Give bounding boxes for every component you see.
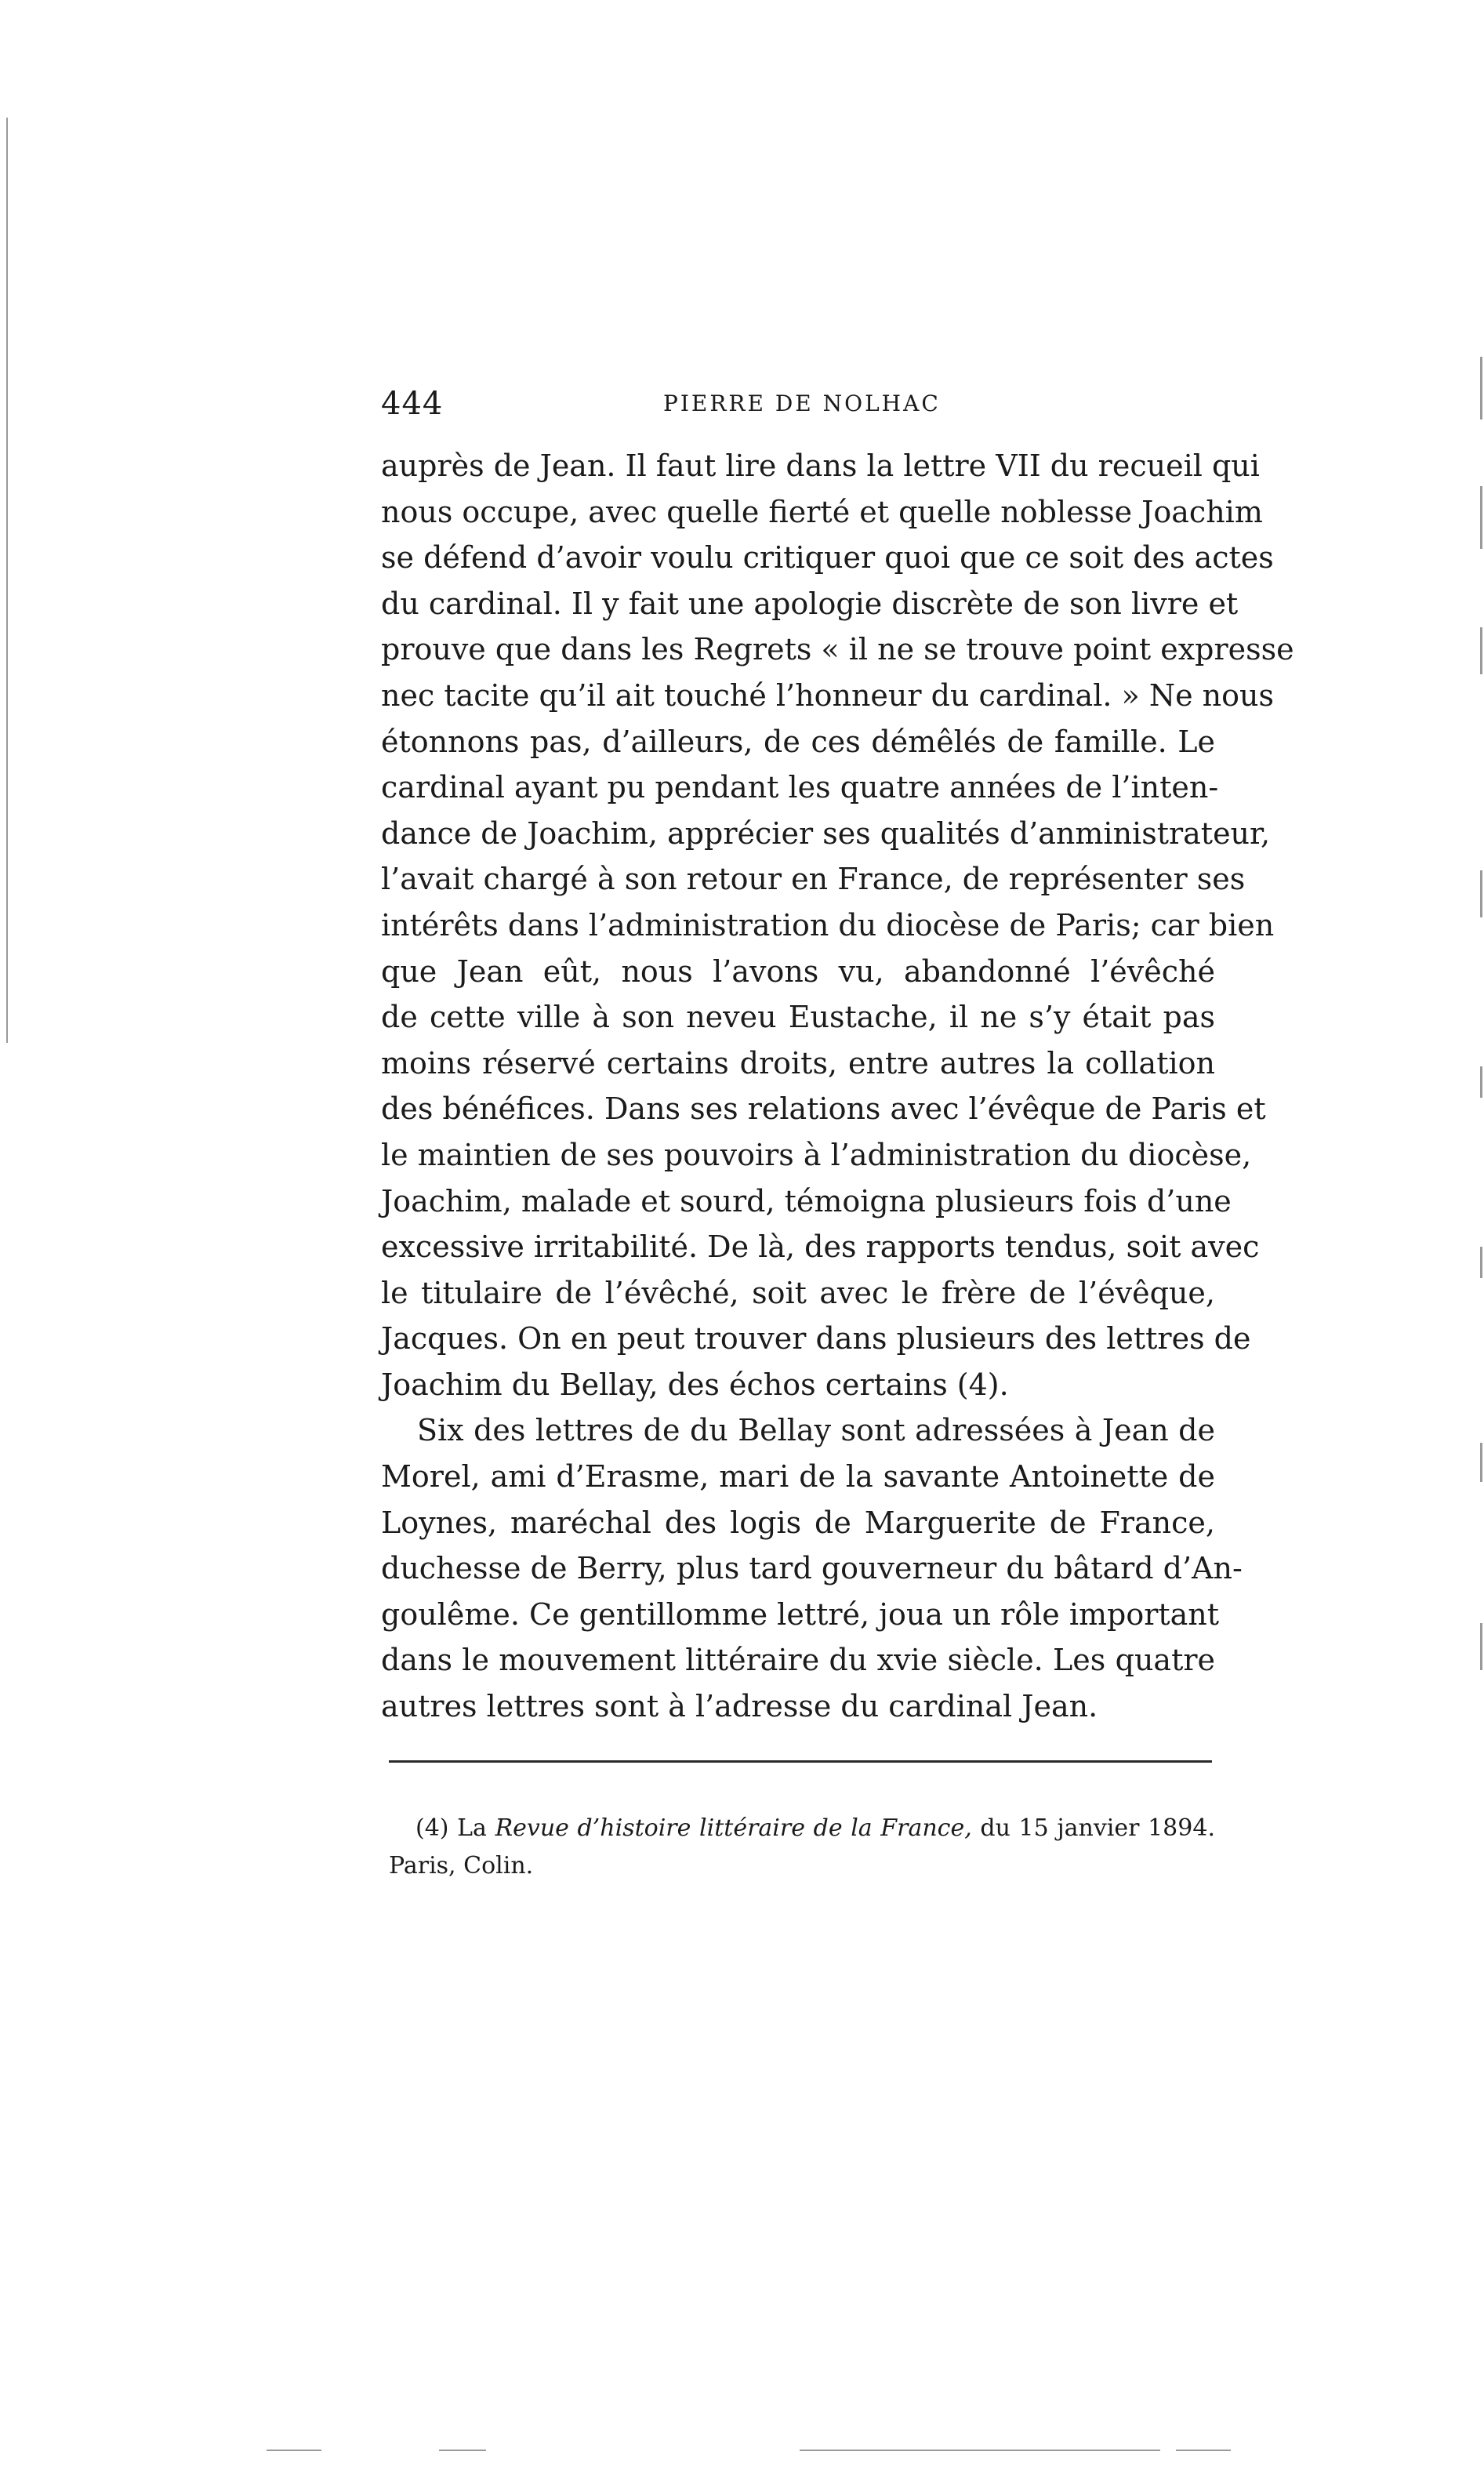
scan-mark xyxy=(1480,627,1482,674)
scan-mark xyxy=(1480,357,1482,419)
text-line: le titulaire de l’évêché, soit avec le frère de l’évêque, xyxy=(381,1275,1215,1310)
text-line: nec tacite qu’il ait touché l’honneur du cardinal. » Ne nous xyxy=(381,677,1274,713)
text-line: étonnons pas, d’ailleurs, de ces démêlés de famille. Le xyxy=(381,724,1215,759)
scan-mark xyxy=(1480,1066,1482,1098)
text-line: cardinal ayant pu pendant les quatre années de l’inten- xyxy=(381,770,1219,805)
scan-mark xyxy=(6,118,8,1043)
scan-mark xyxy=(800,2450,1160,2451)
text-line: de cette ville à son neveu Eustache, il ne s’y était pas xyxy=(381,1000,1215,1035)
text-line: Joachim du Bellay, des échos certains (4). xyxy=(381,1367,1009,1402)
text-line: Joachim, malade et sourd, témoigna plusieurs fois d’une xyxy=(381,1183,1232,1218)
scan-mark xyxy=(1480,1247,1482,1278)
footnote-line xyxy=(415,1810,1215,1847)
text-line: Morel, ami d’Erasme, mari de la savante Antoinette de xyxy=(381,1459,1215,1494)
scan-mark xyxy=(439,2450,486,2451)
text-line: prouve que dans les Regrets « il ne se trouve point expresse xyxy=(381,632,1294,667)
scan-mark xyxy=(267,2450,321,2451)
scan-mark xyxy=(1480,1623,1482,1670)
text-line: le maintien de ses pouvoirs à l’administration du diocèse, xyxy=(381,1137,1252,1172)
text-line: autres lettres sont à l’adresse du cardinal Jean. xyxy=(381,1689,1098,1724)
text-line: Jacques. On en peut trouver dans plusieurs des lettres de xyxy=(381,1321,1251,1356)
scan-mark xyxy=(1480,870,1482,917)
footnote-rule xyxy=(389,1760,1212,1763)
text-line: Loynes, maréchal des logis de Marguerite de France, xyxy=(381,1505,1215,1540)
footnote-line: Paris, Colin. xyxy=(389,1852,534,1879)
text-line: duchesse de Berry, plus tard gouverneur du bâtard d’An- xyxy=(381,1551,1243,1586)
text-line: du cardinal. Il y fait une apologie discrète de son livre et xyxy=(381,586,1239,621)
footnote-prefix: La xyxy=(457,1814,487,1842)
text-line: des bénéfices. Dans ses relations avec l’évêque de Paris et xyxy=(381,1091,1266,1127)
running-head xyxy=(381,386,1215,430)
text-line: nous occupe, avec quelle fierté et quelle noblesse Joachim xyxy=(381,494,1263,529)
scan-mark xyxy=(1480,1443,1482,1482)
text-line: excessive irritabilité. De là, des rapports tendus, soit avec xyxy=(381,1229,1260,1265)
footnote-date: du 15 janvier 1894. xyxy=(980,1814,1215,1842)
text-line: se défend d’avoir voulu critiquer quoi que ce soit des actes xyxy=(381,540,1274,576)
body-text xyxy=(381,443,1294,1730)
footnote-marker: (4) xyxy=(415,1814,449,1842)
text-line: que Jean eût, nous l’avons vu, abandonné l’évêché xyxy=(381,953,1215,989)
text-line: moins réservé certains droits, entre autres la collation xyxy=(381,1045,1215,1080)
text-line: intérêts dans l’administration du diocèse de Paris; car bien xyxy=(381,907,1275,942)
scan-mark xyxy=(1480,486,1482,549)
text-line: goulême. Ce gentillomme lettré, joua un rôle important xyxy=(381,1596,1220,1632)
page-number: 444 xyxy=(381,386,444,422)
text-line: Six des lettres de du Bellay sont adressées à Jean de xyxy=(417,1413,1215,1448)
footnote xyxy=(389,1810,1215,1885)
footnote-journal: Revue d’histoire littéraire de la France, xyxy=(495,1814,972,1842)
text-line: auprès de Jean. Il faut lire dans la lettre VII du recueil qui xyxy=(381,449,1260,483)
text-line: l’avait chargé à son retour en France, de représenter ses xyxy=(381,862,1246,897)
text-line: dans le mouvement littéraire du xvie siècle. Les quatre xyxy=(381,1643,1215,1678)
scan-mark xyxy=(1176,2450,1231,2451)
running-title: PIERRE DE NOLHAC xyxy=(663,390,941,416)
text-line: dance de Joachim, apprécier ses qualités d’anministrateur, xyxy=(381,815,1271,851)
